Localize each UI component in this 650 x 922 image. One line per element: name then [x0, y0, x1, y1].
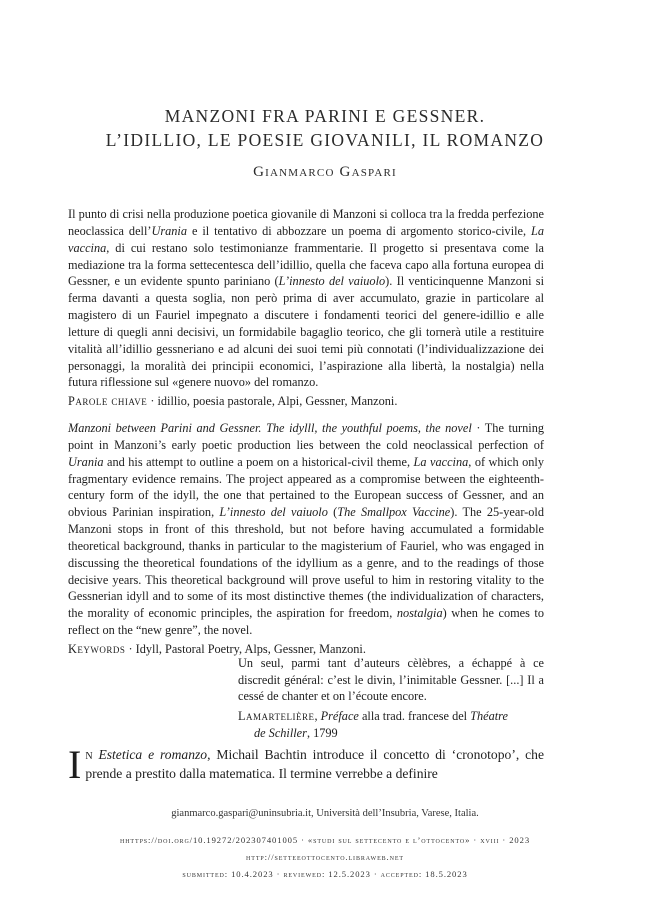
website-line: http://setteeottocento.libraweb.net — [246, 852, 404, 862]
body-text: In Estetica e romanzo, Michail Bachtin introduce il concetto di ‘cronotopo’, che prende a prestito dalla matematica. Il termine verrebbe a definire — [68, 742, 544, 787]
title-line-2: L’IDILLIO, LE POESIE GIOVANILI, IL ROMANZO — [105, 130, 545, 150]
abstract-italian-text: Il punto di crisi nella produzione poetica giovanile di Manzoni si colloca tra la fredda perfezione neoclassica dell’Urania e il tentativo di abbozzare un poema di argomento storico-civile, La vaccina, di cui restano solo testimonianze frammentarie. Il progetto si presentava come la mediazione tra la forma settecentesca dell’idillio, quella che faceva capo alla fortuna europea di Gessner, e un evidente spunto pariniano (L’innesto del vaiuolo). Il venticinquenne Manzoni si ferma davanti a questa soglia, non però prima di aver accumulato, grazie in particolare al magistero di un Fauriel impegnato a discutere i fondamenti teorici del genere-idillio e alle letture di quegli anni decisivi, un formidabile bagaglio teorico, che gli tornerà utile a restituire vitalità all’idillio gessneriano e ad alcuni dei suoi temi più connotati (l’individualizzazione dei personaggi, la moralità dei principii economici, l’aspirazione alla libertà, la nostalgia) nella futura riflessione sul «genere nuovo» del romanzo. — [68, 207, 545, 390]
abstract-english-text: Manzoni between Parini and Gessner. The idylll, the youthful poems, the novel · The turning point in Manzoni’s early poetic production lies between the cold neoclassical perfection of Urania and his attempt to outline a poem on a historical-civil theme, La vaccina, of which only fragmentary evidence remains. The project appeared as a compromise between the eighteenth-century form of the idyll, the one that pertained to the European success of Gessner, and an obvious Parinian inspiration, L’innesto del vaiuolo (The Smallpox Vaccine). The 25-year-old Manzoni stops in front of this threshold, but not before having accumulated a formidable theoretical background, thanks in particular to the magisterium of Fauriel, who was engaged in discussing the theoretical foundations of the idyllium as a genre, and to the readings of those decisive years. This theoretical background will prove useful to him in restoring vitality to the Gessnerian idyll and to some of its most distinctive themes (the individualization of characters, the morality of economic principles, the aspiration for freedom, nostalgia) when he comes to reflect on the “new genre”, the novel. — [68, 421, 544, 638]
submission-dates: submitted: 10.4.2023 · reviewed: 12.5.2023 · accepted: 18.5.2023 — [182, 869, 468, 879]
author-name: Gianmarco Gaspari — [253, 164, 397, 180]
drop-cap: I — [68, 742, 82, 787]
author-affiliation: gianmarco.gaspari@uninsubria.it, Università dell’Insubria, Varese, Italia. — [171, 808, 479, 819]
keywords-english: Keywords · Idyll, Pastoral Poetry, Alps, Gessner, Manzoni. — [68, 641, 366, 656]
epigraph-attribution: Lamartelière, Préface alla trad. francese del Théatre de Schiller, 1799 — [238, 709, 508, 740]
keywords-italian: Parole chiave · idillio, poesia pastorale, Alpi, Gessner, Manzoni. — [68, 394, 398, 409]
title-line-1: MANZONI FRA PARINI E GESSNER. — [164, 106, 486, 126]
abstract-english — [68, 420, 544, 658]
abstract-italian — [68, 206, 544, 410]
epigraph — [238, 655, 544, 742]
epigraph-quote: Un seul, parmi tant d’auteurs cèlèbres, a échappé à ce discredit général: c’est le divin, l’inimitable Gessner. [...] Il a cessé de chanter et on l’écoute encore. — [238, 656, 544, 704]
doi-line: hhttps://doi.org/10.19272/202307401005 · «studi sul settecento e l’ottocento» · xviii · 2023 — [119, 835, 531, 845]
